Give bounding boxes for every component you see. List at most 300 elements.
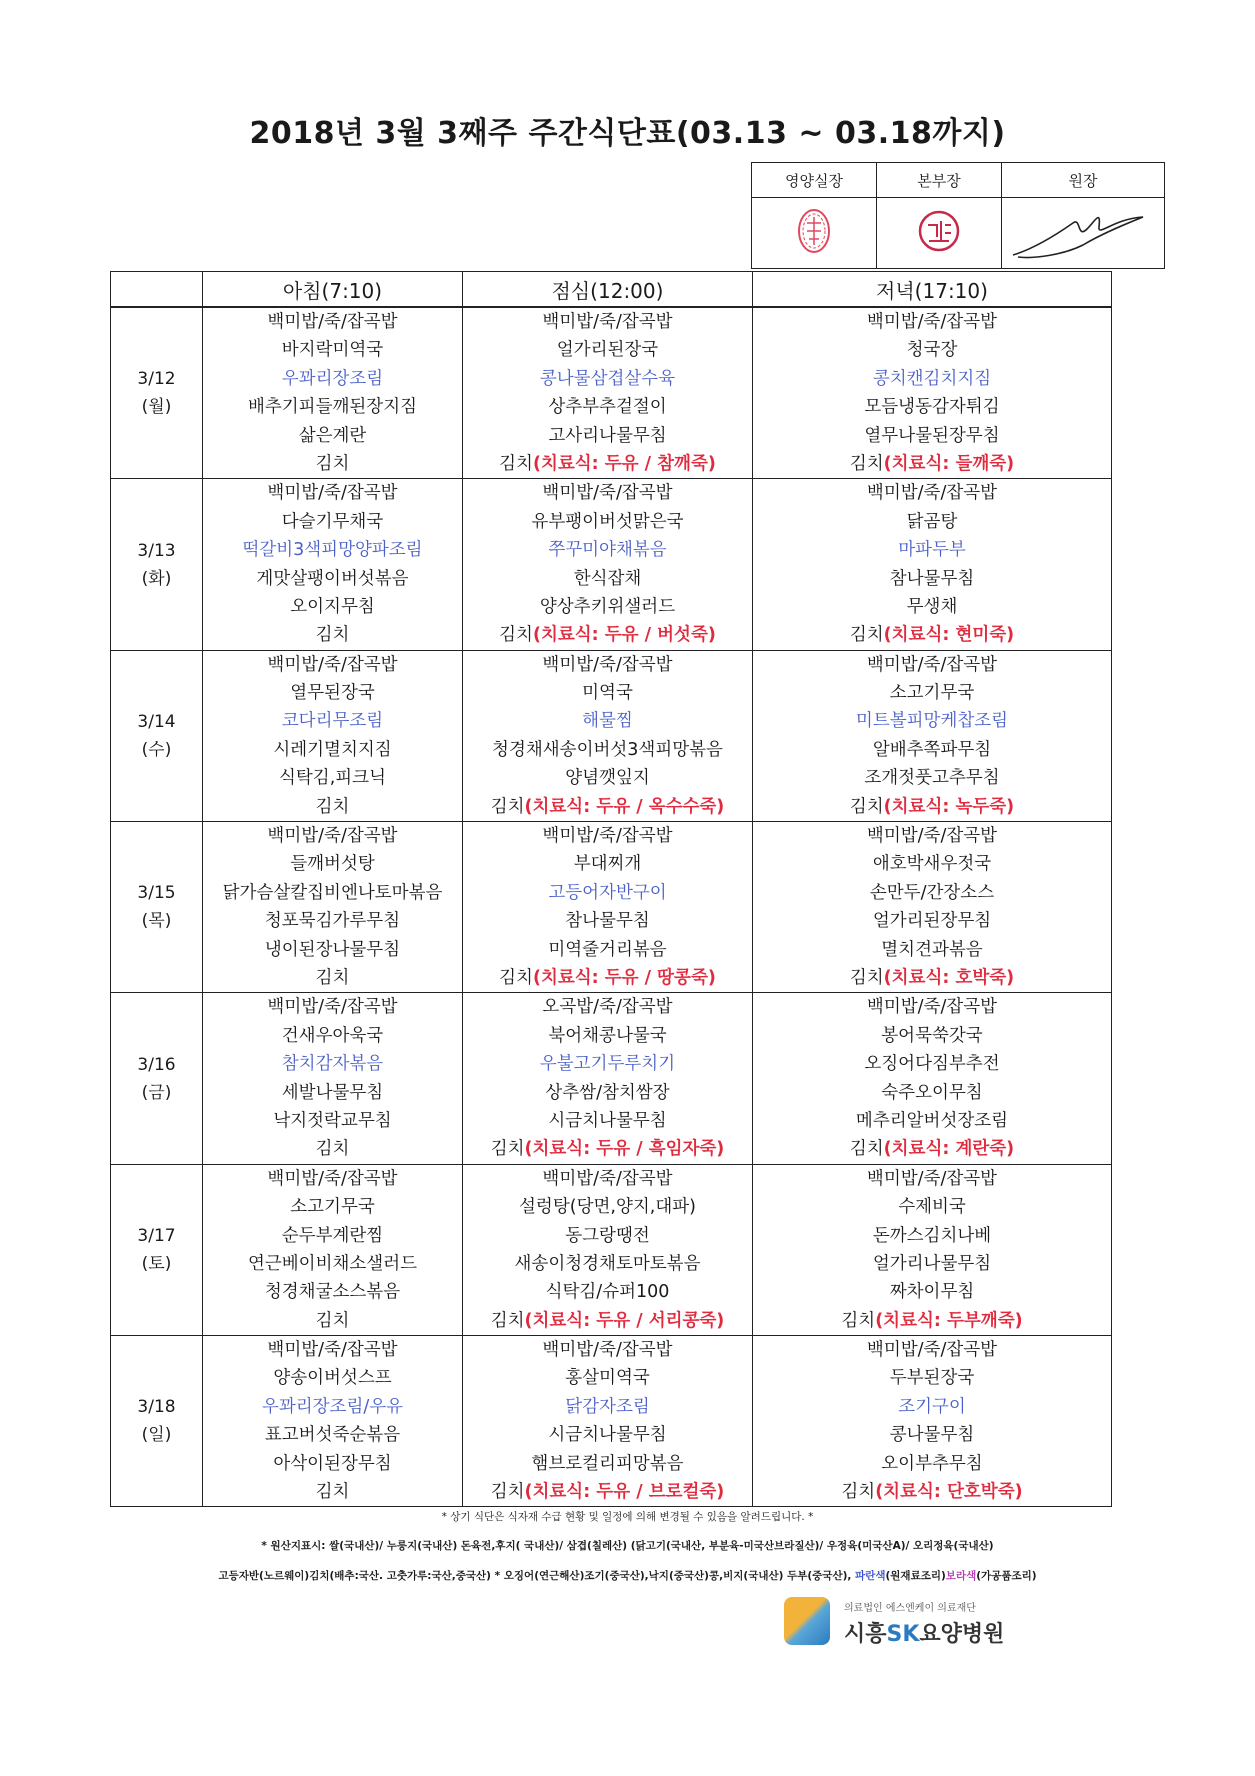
- menu-item-text: 연근베이비채소샐러드: [247, 1253, 418, 1274]
- therapy-diet-note: (치료식: 현미죽): [883, 625, 1015, 646]
- menu-item-text: 오곡밥/죽/잡곡밥: [542, 997, 673, 1018]
- menu-item: [753, 1421, 1111, 1449]
- menu-item: [203, 1079, 462, 1107]
- menu-item: [463, 936, 752, 964]
- day-row: [111, 479, 1112, 650]
- menu-item: [203, 822, 462, 850]
- menu-item: [203, 736, 462, 764]
- breakfast-cell: [203, 307, 463, 479]
- menu-item-text: 김치: [490, 1139, 525, 1160]
- therapy-diet-note: (치료식: 두유 / 버섯죽): [532, 625, 716, 646]
- weekly-menu-table: [110, 271, 1112, 1507]
- menu-item-text: 시금치나물무침: [548, 1110, 667, 1131]
- menu-item-text: 백미밥/죽/잡곡밥: [866, 654, 998, 675]
- menu-item-text: 얼가리나물무침: [872, 1253, 992, 1274]
- header-breakfast: 아침(7:10): [203, 272, 463, 308]
- menu-item: [463, 1193, 752, 1221]
- menu-item-text: 한식잡채: [573, 568, 642, 589]
- menu-item-text: 백미밥/죽/잡곡밥: [542, 826, 673, 847]
- day-cell: [111, 479, 203, 650]
- day-weekday: (월): [141, 397, 172, 418]
- menu-item: [463, 1050, 752, 1078]
- menu-item: [203, 1421, 462, 1449]
- menu-item-text: 양념깻잎지: [565, 768, 650, 789]
- menu-item: [463, 736, 752, 764]
- menu-item: [203, 1135, 462, 1163]
- menu-item-text: 백미밥/죽/잡곡밥: [866, 312, 998, 332]
- menu-item: [203, 879, 462, 907]
- page-title: 2018년 3월 3째주 주간식단표(03.13 ~ 03.18까지): [249, 116, 1006, 151]
- menu-item-text: 애호박새우젓국: [872, 854, 992, 875]
- menu-item-text: 김치: [849, 796, 884, 817]
- header-lunch: 점심(12:00): [463, 272, 753, 308]
- menu-item: [463, 1364, 752, 1392]
- breakfast-cell: [203, 650, 463, 821]
- menu-item-text: 상추쌈/참치쌈장: [545, 1082, 670, 1103]
- lunch-cell: [463, 650, 753, 821]
- menu-item-text: 백미밥/죽/잡곡밥: [267, 1340, 398, 1361]
- lunch-cell: [463, 822, 753, 993]
- therapy-diet-note: (치료식: 두유 / 흑임자죽): [524, 1139, 725, 1160]
- menu-item-text: 조개젓풋고추무침: [864, 768, 1000, 789]
- menu-item-text: 소고기무국: [290, 1197, 375, 1218]
- menu-item-text: 콩나물무침: [889, 1425, 975, 1446]
- menu-item: [203, 1336, 462, 1364]
- breakfast-cell: [203, 1336, 463, 1507]
- menu-item-text: 시레기멸치지짐: [273, 739, 392, 760]
- menu-item: [753, 936, 1111, 964]
- change-notice: * 상기 식단은 식자재 수급 현황 및 일정에 의해 변경될 수 있음을 알려드립니다. *: [441, 1511, 814, 1523]
- menu-item: [753, 651, 1111, 679]
- day-date: 3/13: [137, 540, 176, 561]
- menu-item: [463, 679, 752, 707]
- menu-item: [463, 365, 752, 393]
- menu-item-text: 우꽈리장조림/우유: [261, 1396, 404, 1417]
- menu-item: [463, 1250, 752, 1278]
- menu-item-text: 고사리나물무침: [548, 425, 667, 446]
- red-seal-icon: [911, 203, 967, 259]
- menu-item: [203, 1107, 462, 1135]
- menu-item: [753, 1250, 1111, 1278]
- menu-item-text: 백미밥/죽/잡곡밥: [866, 826, 998, 847]
- menu-item: [753, 1307, 1111, 1335]
- lunch-cell: [463, 307, 753, 479]
- menu-item-text: 김치: [490, 796, 525, 817]
- menu-item-text: 닭가슴살칼집비엔나토마볶음: [222, 882, 443, 903]
- menu-item: [463, 964, 752, 992]
- menu-item: [203, 536, 462, 564]
- therapy-diet-note: (치료식: 녹두죽): [883, 796, 1015, 817]
- menu-item-text: 백미밥/죽/잡곡밥: [542, 483, 673, 504]
- menu-item: [203, 365, 462, 393]
- menu-item-text: 게맛살팽이버섯볶음: [256, 568, 409, 589]
- dinner-cell: [753, 479, 1112, 650]
- menu-item: [463, 336, 752, 364]
- menu-item-text: 아삭이된장무침: [273, 1453, 392, 1474]
- menu-item: [753, 479, 1111, 507]
- breakfast-cell: [203, 479, 463, 650]
- day-row: [111, 1164, 1112, 1335]
- menu-item: [753, 736, 1111, 764]
- menu-item-text: 김치: [841, 1310, 876, 1331]
- menu-item: [203, 993, 462, 1021]
- menu-item-text: 백미밥/죽/잡곡밥: [267, 997, 398, 1018]
- menu-item: [203, 393, 462, 421]
- header-dinner: 저녁(17:10): [753, 272, 1112, 308]
- menu-item-text: 김치: [315, 1482, 350, 1503]
- menu-item-text: 김치: [490, 1310, 525, 1331]
- day-row: [111, 993, 1112, 1164]
- menu-item-text: 김치: [315, 967, 350, 988]
- legend-blue-desc: (원재료조리): [885, 1570, 946, 1582]
- menu-item-text: 참나물무침: [565, 911, 650, 932]
- dinner-cell: [753, 650, 1112, 821]
- menu-item-text: 설렁탕(당면,양지,대파): [519, 1197, 696, 1218]
- day-cell: [111, 1164, 203, 1335]
- menu-item-text: 건새우아욱국: [281, 1025, 384, 1046]
- menu-item-text: 청경채새송이버섯3색피망볶음: [492, 739, 723, 760]
- menu-item: [203, 593, 462, 621]
- menu-item-text: 얼가리된장무침: [872, 911, 992, 932]
- menu-item: [463, 1107, 752, 1135]
- menu-item: [463, 1307, 752, 1335]
- menu-item-text: 백미밥/죽/잡곡밥: [542, 312, 673, 332]
- menu-item-text: 새송이청경채토마토볶음: [514, 1253, 701, 1274]
- menu-item: [203, 1250, 462, 1278]
- menu-item-text: 열무된장국: [290, 683, 375, 704]
- menu-item: [203, 964, 462, 992]
- menu-item-text: 오이부추무침: [881, 1453, 983, 1474]
- menu-item: [203, 1478, 462, 1506]
- therapy-diet-note: (치료식: 두부깨죽): [875, 1310, 1023, 1331]
- menu-item-text: 메추리알버섯장조림: [855, 1110, 1009, 1131]
- menu-item: [463, 707, 752, 735]
- menu-item: [463, 850, 752, 878]
- menu-item: [753, 879, 1111, 907]
- menu-item: [203, 1165, 462, 1193]
- menu-item: [203, 1222, 462, 1250]
- menu-item-text: 무생채: [906, 596, 958, 617]
- menu-item-text: 청국장: [906, 340, 958, 361]
- menu-item-text: 식탁김/슈퍼100: [545, 1282, 670, 1303]
- origin-info-line1: * 원산지표시: 쌀(국내산)/ 누룽지(국내산) 돈육전,후지( 국내산)/ 삼겹(칠레산) (닭고기(국내산, 부분육-미국산브라질산)/ 우정육(미국산A)/ 오리정육(국내산): [261, 1540, 994, 1552]
- menu-item: [463, 1022, 752, 1050]
- menu-item: [753, 822, 1111, 850]
- menu-item-text: 해물찜: [582, 711, 633, 732]
- hospital-name-sk: SK: [886, 1622, 920, 1647]
- approval-label-nutrition: 영양실장: [752, 163, 877, 198]
- menu-item: [753, 764, 1111, 792]
- menu-item-text: 북어채콩나물국: [548, 1025, 667, 1046]
- hospital-name-suffix: 요양병원: [919, 1622, 1005, 1647]
- day-weekday: (금): [141, 1082, 172, 1103]
- hospital-logo: [784, 1595, 1014, 1650]
- menu-item: [463, 793, 752, 821]
- menu-item-text: 김치: [315, 453, 350, 474]
- signature-icon: [1003, 199, 1163, 263]
- menu-item-text: 낙지젓락교무침: [273, 1110, 392, 1131]
- menu-item-text: 김치: [849, 625, 884, 646]
- menu-item-text: 백미밥/죽/잡곡밥: [542, 1340, 673, 1361]
- day-date: 3/18: [137, 1397, 176, 1418]
- menu-item-text: 김치: [849, 453, 884, 474]
- legend-purple-label: 보라색: [945, 1570, 977, 1582]
- menu-item: [203, 479, 462, 507]
- therapy-diet-note: (치료식: 두유 / 땅콩죽): [532, 967, 716, 988]
- origin-info-text: 고등자반(노르웨이)김치(배추:국산. 고춧가루:국산,중국산) * 오징어(연근해산)조기(중국산),낙지(중국산)콩,비지(국내산) 두부(중국산),: [218, 1570, 856, 1582]
- menu-item: [753, 1336, 1111, 1364]
- menu-item: [753, 1222, 1111, 1250]
- menu-item: [463, 1478, 752, 1506]
- menu-item-text: 짜차이무침: [889, 1282, 975, 1303]
- menu-item: [463, 593, 752, 621]
- menu-item: [203, 707, 462, 735]
- menu-item: [753, 1165, 1111, 1193]
- menu-item: [463, 508, 752, 536]
- menu-item-text: 두부된장국: [889, 1368, 975, 1389]
- menu-item-text: 백미밥/죽/잡곡밥: [267, 1168, 398, 1189]
- menu-item-text: 부대찌개: [573, 854, 642, 875]
- lunch-cell: [463, 1336, 753, 1507]
- menu-item-text: 표고버섯죽순볶음: [264, 1425, 401, 1446]
- menu-item: [463, 907, 752, 935]
- menu-item-text: 알배추쪽파무침: [872, 739, 992, 760]
- menu-item: [463, 479, 752, 507]
- lunch-cell: [463, 993, 753, 1164]
- menu-item: [203, 308, 462, 336]
- day-cell: [111, 1336, 203, 1507]
- menu-item-text: 우꽈리장조림: [281, 368, 384, 389]
- menu-item-text: 김치: [315, 1139, 350, 1160]
- menu-item: [753, 536, 1111, 564]
- menu-item-text: 콩나물삼겹살수육: [539, 368, 676, 389]
- day-weekday: (일): [141, 1425, 172, 1446]
- hospital-logo-icon: [784, 1597, 830, 1645]
- menu-item-text: 고등어자반구이: [548, 882, 667, 903]
- breakfast-cell: [203, 1164, 463, 1335]
- menu-item: [753, 1278, 1111, 1306]
- day-weekday: (목): [141, 911, 172, 932]
- menu-item: [203, 621, 462, 649]
- menu-item-text: 콩치캔김치지짐: [872, 368, 992, 389]
- menu-item: [753, 336, 1111, 364]
- menu-item: [463, 308, 752, 336]
- menu-item: [203, 508, 462, 536]
- menu-item: [463, 1450, 752, 1478]
- menu-item: [753, 907, 1111, 935]
- menu-item-text: 미역국: [582, 683, 633, 704]
- therapy-diet-note: (치료식: 단호박죽): [875, 1482, 1023, 1503]
- header-day: [111, 272, 203, 308]
- menu-item-text: 냉이된장나물무침: [264, 939, 401, 960]
- menu-item-text: 마파두부: [898, 540, 966, 561]
- breakfast-cell: [203, 993, 463, 1164]
- approval-label-head: 원장: [1002, 163, 1165, 198]
- menu-item-text: 백미밥/죽/잡곡밥: [267, 654, 398, 675]
- menu-item-text: 닭감자조림: [565, 1396, 650, 1417]
- day-date: 3/14: [137, 711, 176, 732]
- menu-item: [463, 993, 752, 1021]
- day-cell: [111, 993, 203, 1164]
- menu-item-text: 삶은계란: [298, 425, 367, 446]
- menu-item: [463, 1278, 752, 1306]
- menu-item: [203, 850, 462, 878]
- menu-item: [753, 1450, 1111, 1478]
- menu-item: [203, 764, 462, 792]
- menu-item-text: 닭곰탕: [906, 511, 958, 532]
- menu-item-text: 배추기피들깨된장지짐: [247, 397, 418, 418]
- menu-body: [111, 307, 1112, 1507]
- menu-item: [753, 422, 1111, 450]
- day-weekday: (토): [141, 1253, 172, 1274]
- day-row: [111, 822, 1112, 993]
- origin-info-line2: [0, 1568, 1255, 1583]
- menu-item-text: 참치감자볶음: [281, 1054, 384, 1075]
- menu-item: [753, 707, 1111, 735]
- menu-item: [753, 1193, 1111, 1221]
- therapy-diet-note: (치료식: 두유 / 브로컬죽): [524, 1482, 725, 1503]
- menu-item: [203, 907, 462, 935]
- day-date: 3/17: [137, 1225, 176, 1246]
- day-row: [111, 650, 1112, 821]
- menu-item: [463, 393, 752, 421]
- menu-item: [753, 565, 1111, 593]
- menu-item-text: 들깨버섯탕: [290, 854, 375, 875]
- menu-item-text: 미역줄거리볶음: [548, 939, 667, 960]
- menu-item-text: 멸치견과볶음: [881, 939, 983, 960]
- menu-item: [463, 651, 752, 679]
- approval-label-director: 본부장: [877, 163, 1002, 198]
- menu-item: [753, 964, 1111, 992]
- dinner-cell: [753, 822, 1112, 993]
- menu-item-text: 우불고기두루치기: [539, 1054, 676, 1075]
- menu-item-text: 김치: [315, 1310, 350, 1331]
- day-weekday: (수): [141, 739, 172, 760]
- menu-item-text: 백미밥/죽/잡곡밥: [267, 312, 398, 332]
- menu-item: [203, 565, 462, 593]
- menu-item: [753, 1050, 1111, 1078]
- menu-item-text: 숙주오이무침: [881, 1082, 983, 1103]
- menu-item: [753, 1022, 1111, 1050]
- therapy-diet-note: (치료식: 두유 / 옥수수죽): [524, 796, 725, 817]
- menu-item: [463, 1165, 752, 1193]
- menu-item: [753, 450, 1111, 478]
- menu-item: [203, 450, 462, 478]
- menu-item-text: 김치: [499, 625, 533, 646]
- menu-item-text: 바지락미역국: [281, 340, 384, 361]
- menu-item-text: 식탁김,피크닉: [279, 768, 386, 789]
- menu-item-text: 백미밥/죽/잡곡밥: [542, 654, 673, 675]
- menu-item: [753, 1107, 1111, 1135]
- menu-item: [203, 336, 462, 364]
- menu-item-text: 백미밥/죽/잡곡밥: [866, 1168, 998, 1189]
- menu-item-text: 김치: [849, 1139, 884, 1160]
- dinner-cell: [753, 307, 1112, 479]
- menu-item: [463, 1079, 752, 1107]
- approval-stamp-director: [877, 198, 1002, 269]
- menu-item: [463, 1393, 752, 1421]
- menu-item: [203, 936, 462, 964]
- menu-item-text: 청포묵김가루무침: [264, 911, 401, 932]
- dinner-cell: [753, 1164, 1112, 1335]
- menu-item: [203, 1193, 462, 1221]
- menu-item: [463, 1222, 752, 1250]
- menu-item-text: 김치: [490, 1482, 525, 1503]
- menu-item-text: 오이지무침: [290, 596, 375, 617]
- menu-item-text: 양상추키위샐러드: [539, 596, 676, 617]
- menu-item-text: 얼가리된장국: [556, 340, 659, 361]
- approval-signature-head: [1002, 198, 1165, 269]
- hospital-name: [844, 1617, 1004, 1648]
- menu-item-text: 김치: [499, 967, 533, 988]
- hospital-name-prefix: 시흥: [844, 1622, 887, 1647]
- day-cell: [111, 650, 203, 821]
- menu-item: [463, 450, 752, 478]
- menu-item: [203, 651, 462, 679]
- menu-item: [753, 679, 1111, 707]
- menu-item: [463, 822, 752, 850]
- menu-item: [463, 565, 752, 593]
- menu-item: [753, 1478, 1111, 1506]
- menu-item: [753, 308, 1111, 336]
- therapy-diet-note: (치료식: 계란죽): [883, 1139, 1015, 1160]
- menu-item-text: 미트볼피망케찹조림: [855, 711, 1009, 732]
- lunch-cell: [463, 1164, 753, 1335]
- menu-item-text: 돈까스김치나베: [872, 1225, 992, 1246]
- menu-item-text: 유부팽이버섯맑은국: [531, 511, 684, 532]
- menu-item-text: 상추부추겉절이: [548, 397, 667, 418]
- foundation-name: 의료법인 에스엔케이 의료재단: [844, 1603, 976, 1614]
- menu-item: [753, 621, 1111, 649]
- menu-item: [753, 850, 1111, 878]
- therapy-diet-note: (치료식: 두유 / 서리콩죽): [524, 1310, 725, 1331]
- menu-item: [753, 393, 1111, 421]
- menu-item: [463, 621, 752, 649]
- menu-item-text: 쭈꾸미야채볶음: [548, 540, 667, 561]
- menu-item: [753, 365, 1111, 393]
- menu-item: [203, 1364, 462, 1392]
- menu-item-text: 손만두/간장소스: [869, 882, 995, 903]
- menu-item-text: 백미밥/죽/잡곡밥: [267, 826, 398, 847]
- menu-item-text: 김치: [315, 625, 350, 646]
- legend-blue-label: 파란색: [855, 1570, 886, 1582]
- menu-item: [203, 679, 462, 707]
- menu-item-text: 백미밥/죽/잡곡밥: [542, 1168, 673, 1189]
- menu-item: [753, 1393, 1111, 1421]
- menu-item: [753, 1079, 1111, 1107]
- menu-item-text: 김치: [849, 967, 884, 988]
- legend-purple-desc: (가공품조리): [976, 1570, 1037, 1582]
- menu-item-text: 양송이버섯스프: [273, 1368, 392, 1389]
- menu-item: [463, 536, 752, 564]
- menu-item-text: 시금치나물무침: [548, 1425, 667, 1446]
- menu-item-text: 홍살미역국: [565, 1368, 650, 1389]
- menu-item-text: 청경채굴소스볶음: [264, 1282, 401, 1303]
- menu-item-text: 동그랑땡전: [565, 1225, 650, 1246]
- menu-item: [463, 764, 752, 792]
- approval-stamp-nutrition: [752, 198, 877, 269]
- day-weekday: (화): [141, 568, 172, 589]
- menu-item: [203, 1278, 462, 1306]
- menu-item-text: 모듬냉동감자튀김: [864, 397, 1000, 418]
- menu-item: [203, 1022, 462, 1050]
- menu-item-text: 봉어묵쑥갓국: [881, 1025, 983, 1046]
- menu-item-text: 수제비국: [898, 1197, 966, 1218]
- day-date: 3/16: [137, 1054, 176, 1075]
- day-row: [111, 1336, 1112, 1507]
- therapy-diet-note: (치료식: 호박죽): [883, 967, 1015, 988]
- menu-item-text: 백미밥/죽/잡곡밥: [866, 997, 998, 1018]
